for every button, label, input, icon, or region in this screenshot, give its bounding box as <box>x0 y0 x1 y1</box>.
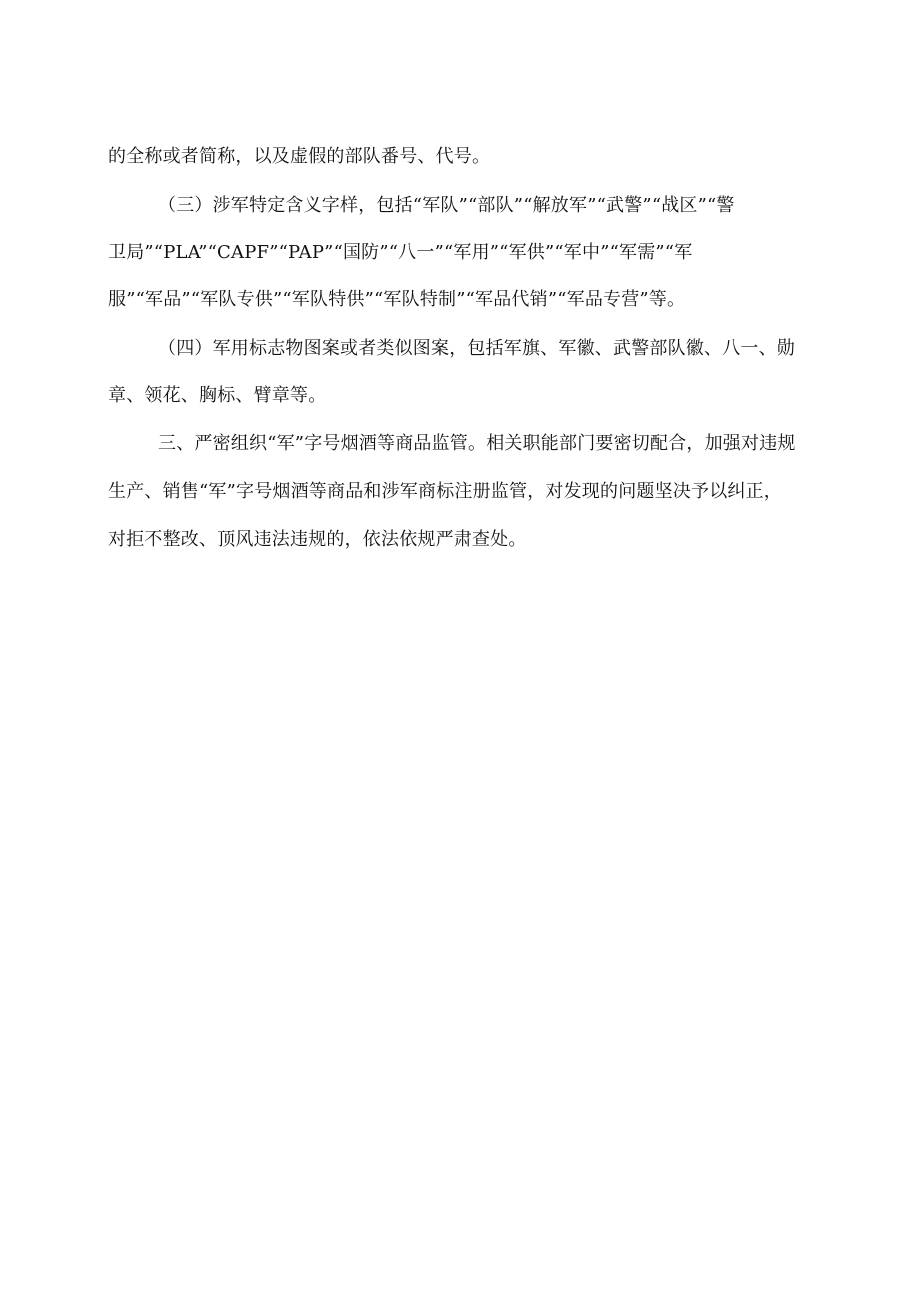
text-line-5: （四）军用标志物图案或者类似图案，包括军旗、军徽、武警部队徽、八一、勋 <box>158 338 795 359</box>
text-line-6: 章、领花、胸标、臂章等。 <box>108 385 327 406</box>
text-line-7: 三、严密组织“军”字号烟酒等商品监管。相关职能部门要密切配合，加强对违规 <box>158 433 796 454</box>
text-line-2: （三）涉军特定含义字样，包括“军队”“部队”“解放军”“武警”“战区”“警 <box>158 195 735 216</box>
text-line-9: 对拒不整改、顶风违法违规的，依法依规严肃查处。 <box>108 529 527 550</box>
text-line-4: 服”“军品”“军队专供”“军队特供”“军队特制”“军品代销”“军品专营”等。 <box>108 289 686 310</box>
text-line-8: 生产、销售“军”字号烟酒等商品和涉军商标注册监管，对发现的问题坚决予以纠正， <box>108 481 783 502</box>
text-line-1: 的全称或者简称，以及虚假的部队番号、代号。 <box>108 146 491 167</box>
text-line-3: 卫局”“PLA”“CAPF”“PAP”“国防”“八一”“军用”“军供”“军中”“军需”“军 <box>108 242 693 263</box>
